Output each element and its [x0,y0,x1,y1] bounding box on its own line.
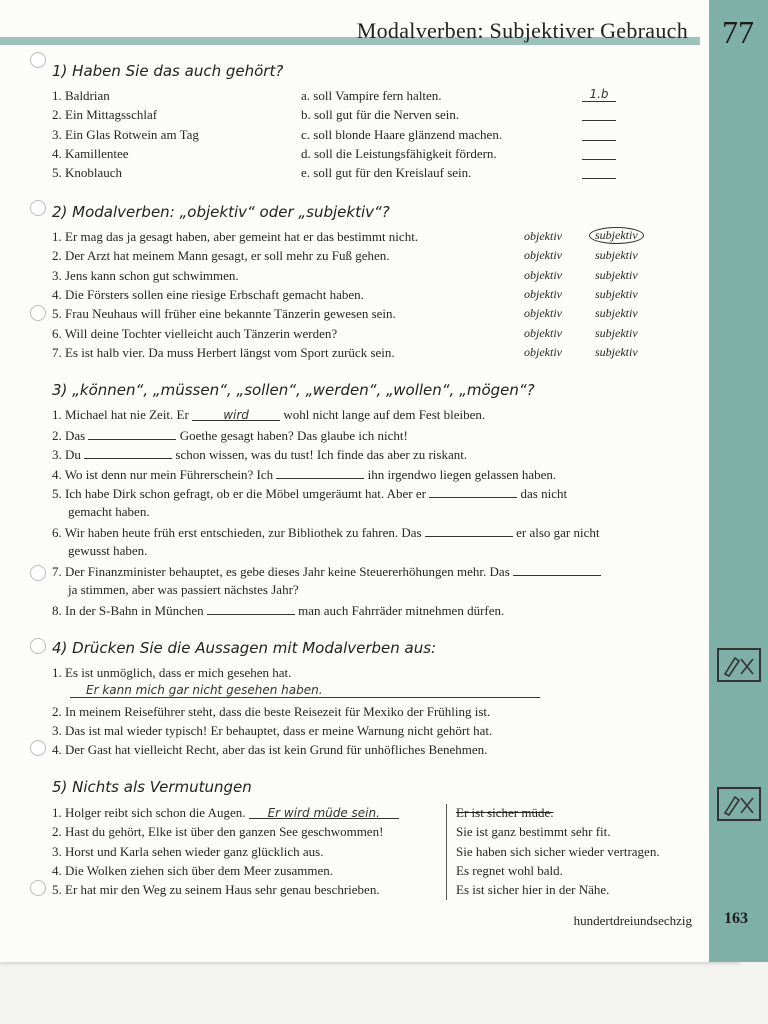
ex1-effect: b. soll gut für die Nerven sein. [301,107,460,122]
option-subjektiv[interactable]: subjektiv [595,306,638,320]
ex3-item-continuation: gemacht haben. [68,504,150,519]
ex5-hint: Es ist sicher hier in der Nähe. [456,882,610,897]
ex1-effect: a. soll Vampire fern halten. [301,88,442,103]
option-subjektiv[interactable]: subjektiv [595,268,638,282]
ex3-fill-field[interactable]: wird [192,408,280,421]
ex1-answer-field[interactable] [582,164,616,179]
ex2-item: 5. Frau Neuhaus will früher eine bekannte Tänzerin gewesen sein. [52,306,396,321]
ex3-item-continuation: ja stimmen, aber was passiert nächstes Jahr? [68,582,299,597]
page-number: 163 [724,910,748,927]
ex1-answer-field[interactable] [582,106,616,121]
ex5-hint: Es regnet wohl bald. [456,863,563,878]
ex3-fill-field[interactable] [207,602,295,615]
punch-hole [30,638,46,654]
punch-hole [30,740,46,756]
ex3-item: 3. Du schon wissen, was du tust! Ich finde das aber zu riskant. [52,447,468,462]
ex5-item: 4. Die Wolken ziehen sich über dem Meer zusammen. [52,863,334,878]
ex5-item: 3. Horst und Karla sehen wieder ganz glücklich aus. [52,844,324,859]
ex3-fill-field[interactable] [429,485,517,498]
ex4-item: 2. In meinem Reiseführer steht, dass die beste Reisezeit für Mexiko der Frühling ist. [52,704,491,719]
option-subjektiv[interactable]: subjektiv [595,326,638,340]
ex1-item: 5. Knoblauch [52,165,123,180]
punch-hole [30,200,46,216]
ex3-fill-field[interactable] [513,563,601,576]
exercise-4-title: 4) Drücken Sie die Aussagen mit Modalverben aus: [52,639,437,657]
ex2-item: 2. Der Arzt hat meinem Mann gesagt, er soll mehr zu Fuß gehen. [52,248,390,263]
ex1-effect: e. soll gut für den Kreislauf sein. [301,165,472,180]
ex5-item: 2. Hast du gehört, Elke ist über den ganzen See geschwommen! [52,824,384,839]
ex3-item: 4. Wo ist denn nur mein Führerschein? Ich ihn irgendwo liegen gelassen haben. [52,467,557,482]
option-objektiv[interactable]: objektiv [524,287,562,301]
ex5-answer-field[interactable]: Er wird müde sein. [249,806,399,819]
ex3-fill-field[interactable] [276,466,364,479]
pen-exercise-icon [717,787,761,821]
punch-hole [30,305,46,321]
ex4-item: 3. Das ist mal wieder typisch! Er behauptet, dass er meine Warnung nicht gehört hat. [52,723,493,738]
ex5-item: 1. Holger reibt sich schon die Augen. Er wird müde sein. [52,805,399,821]
ex5-item: 5. Er hat mir den Weg zu seinem Haus sehr genau beschrieben. [52,882,380,897]
ex3-fill-field[interactable] [84,446,172,459]
ex1-answer-field[interactable] [582,145,616,160]
ex3-item-continuation: gewusst haben. [68,543,148,558]
option-objektiv[interactable]: objektiv [524,306,562,320]
ex3-item: 7. Der Finanzminister behauptet, es gebe dieses Jahr keine Steuererhöhungen mehr. Das [52,563,601,580]
ex1-effect: c. soll blonde Haare glänzend machen. [301,127,503,142]
ex2-item: 7. Es ist halb vier. Da muss Herbert längst vom Sport zurück sein. [52,345,395,360]
ex4-item: 1. Es ist unmöglich, dass er mich gesehen hat. [52,665,292,680]
ex1-item: 4. Kamillentee [52,146,129,161]
ex2-item: 1. Er mag das ja gesagt haben, aber gemeint hat er das bestimmt nicht. [52,229,419,244]
ex3-item: 8. In der S-Bahn in München man auch Fahrräder mitnehmen dürfen. [52,603,505,618]
column-divider [446,804,447,900]
punch-hole [30,565,46,581]
ex5-hint: Sie haben sich sicher wieder vertragen. [456,844,660,859]
option-subjektiv[interactable]: subjektiv [595,345,638,359]
ex1-item: 3. Ein Glas Rotwein am Tag [52,127,199,142]
page-title: Modalverben: Subjektiver Gebrauch [356,18,688,43]
ex4-answer-field[interactable]: Er kann mich gar nicht gesehen haben. [70,683,540,698]
punch-hole [30,880,46,896]
ex2-item: 4. Die Försters sollen eine riesige Erbschaft gemacht haben. [52,287,364,302]
ex1-answer-field[interactable]: 1.b [582,87,616,102]
ex3-item: 1. Michael hat nie Zeit. Er wird wohl nicht lange auf dem Fest bleiben. [52,407,486,422]
option-objektiv[interactable]: objektiv [524,326,562,340]
ex2-item: 3. Jens kann schon gut schwimmen. [52,268,239,283]
option-subjektiv[interactable]: subjektiv [595,248,638,262]
ex3-item: 2. Das Goethe gesagt haben? Das glaube ich nicht! [52,428,408,443]
ex3-item: 6. Wir haben heute früh erst entschieden, zur Bibliothek zu fahren. Das er also gar nicht [52,525,600,540]
ex5-hint-used: Er ist sicher müde. [456,805,554,820]
option-subjektiv-selected[interactable]: subjektiv [589,227,644,244]
ex5-hint: Sie ist ganz bestimmt sehr fit. [456,824,611,839]
ex3-fill-field[interactable] [88,427,176,440]
ex4-item: 4. Der Gast hat vielleicht Recht, aber das ist kein Grund für unhöfliches Benehmen. [52,742,488,757]
option-objektiv[interactable]: objektiv [524,248,562,262]
option-objektiv[interactable]: objektiv [524,229,562,243]
chapter-number: 77 [722,14,754,50]
option-subjektiv[interactable]: subjektiv [595,287,638,301]
ex1-item: 1. Baldrian [52,88,110,103]
option-objektiv[interactable]: objektiv [524,268,562,282]
ex3-item: 5. Ich habe Dirk schon gefragt, ob er die Möbel umgeräumt hat. Aber er das nicht [52,486,568,501]
ex1-item: 2. Ein Mittagsschlaf [52,107,158,122]
ex1-answer-field[interactable] [582,126,616,141]
punch-hole [30,52,46,68]
ex1-effect: d. soll die Leistungsfähigkeit fördern. [301,146,497,161]
option-objektiv[interactable]: objektiv [524,345,562,359]
exercise-5-title: 5) Nichts als Vermutungen [52,778,252,796]
page-number-word: hundertdreiundsechzig [573,913,692,928]
ex3-fill-field[interactable] [425,524,513,537]
ex2-item: 6. Will deine Tochter vielleicht auch Tänzerin werden? [52,326,338,341]
exercise-3-title: 3) „können“, „müssen“, „sollen“, „werden“, „wollen“, „mögen“? [52,381,535,399]
pen-exercise-icon [717,648,761,682]
exercise-1-title: 1) Haben Sie das auch gehört? [52,62,284,80]
exercise-2-title: 2) Modalverben: „objektiv“ oder „subjektiv“? [52,203,390,221]
